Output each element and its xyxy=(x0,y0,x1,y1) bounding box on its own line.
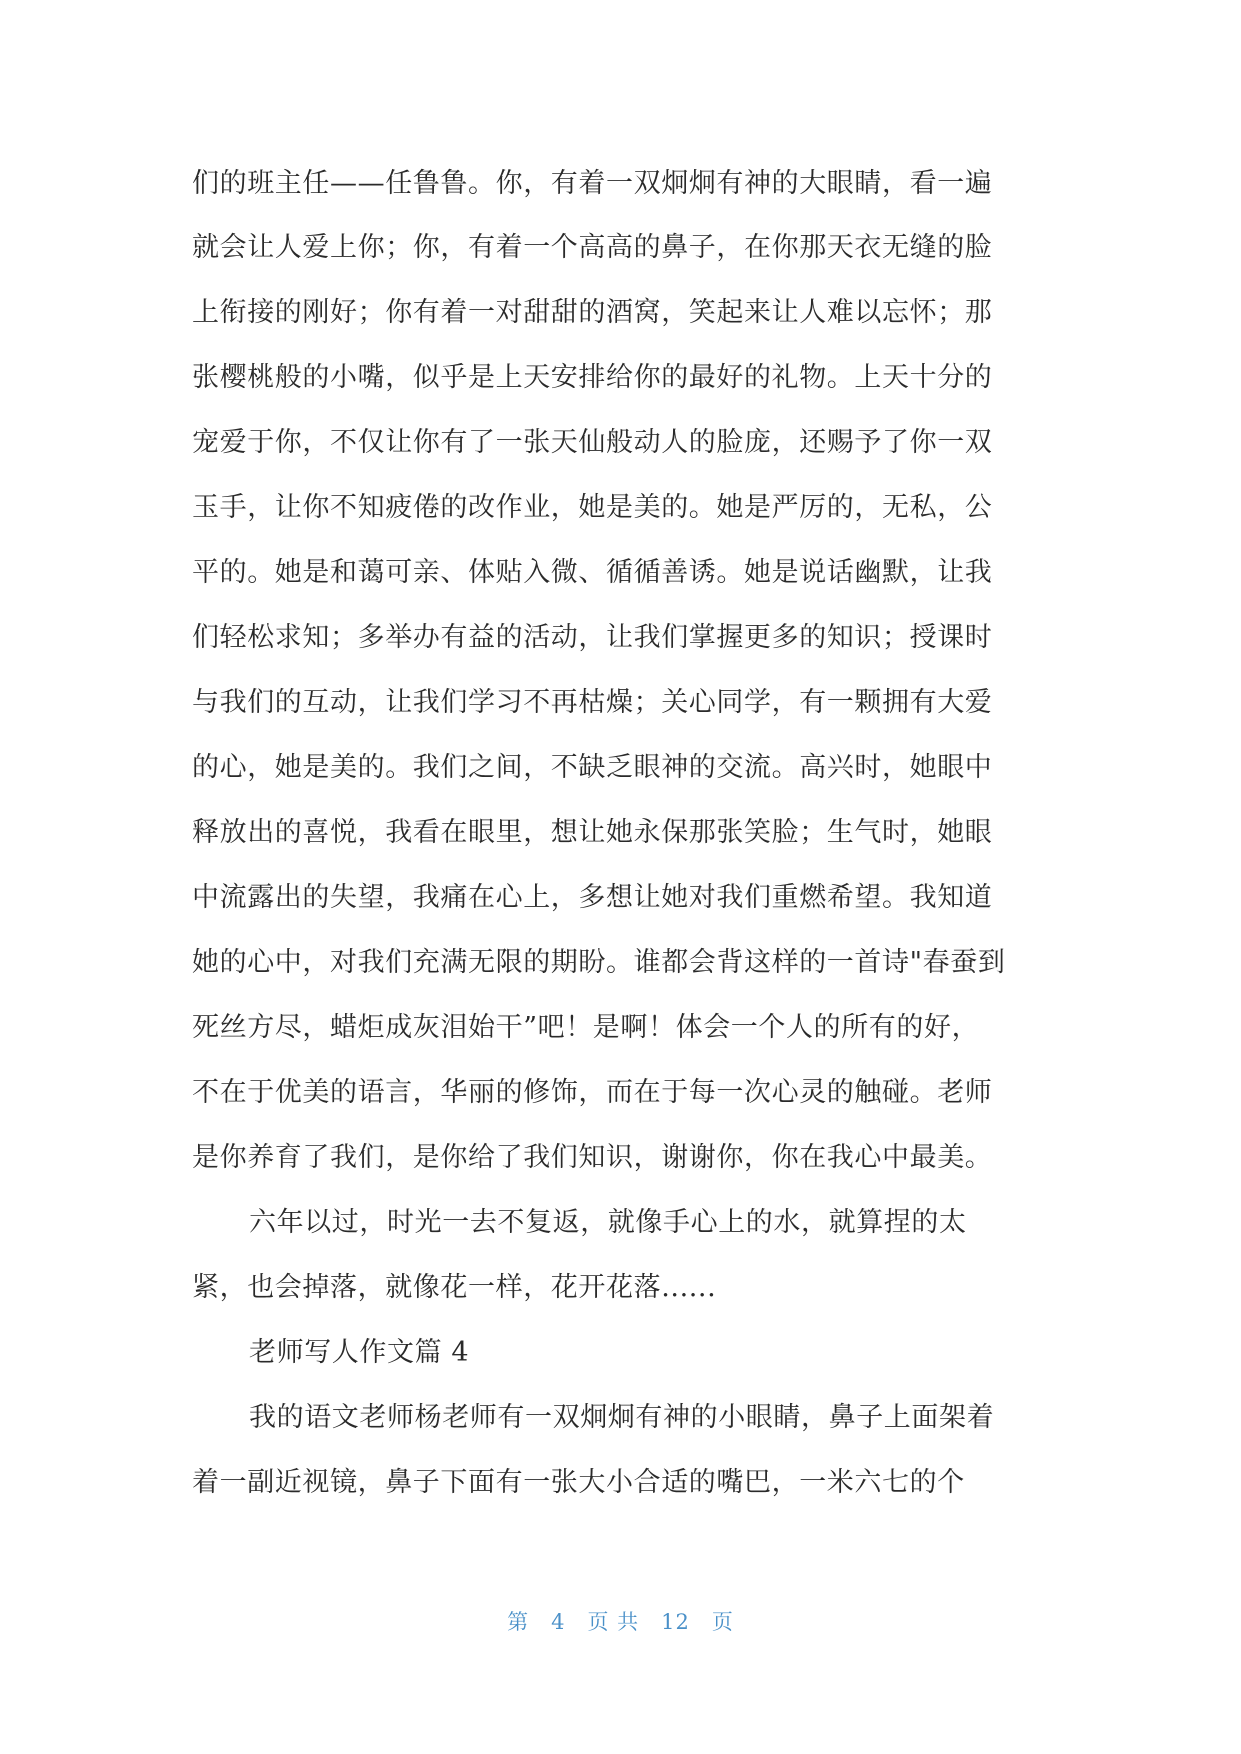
text-line: 就会让人爱上你；你，有着一个高高的鼻子，在你那天衣无缝的脸 xyxy=(192,232,993,263)
text-line: 玉手，让你不知疲倦的改作业，她是美的。她是严厉的，无私，公 xyxy=(192,492,993,523)
footer-middle: 页 共 xyxy=(587,1610,640,1634)
text-line: 与我们的互动，让我们学习不再枯燥；关心同学，有一颗拥有大爱 xyxy=(192,687,993,718)
text-line: 上衔接的刚好；你有着一对甜甜的酒窝，笑起来让人难以忘怀；那 xyxy=(192,297,993,328)
section-heading: 老师写人作文篇 4 xyxy=(249,1337,470,1368)
page-footer xyxy=(0,1606,1241,1636)
text-line: 张樱桃般的小嘴，似乎是上天安排给你的最好的礼物。上天十分的 xyxy=(192,362,993,393)
footer-prefix: 第 xyxy=(507,1610,530,1634)
text-line: 们的班主任——任鲁鲁。你，有着一双炯炯有神的大眼睛，看一遍 xyxy=(192,168,993,199)
text-line: 是你养育了我们，是你给了我们知识，谢谢你，你在我心中最美。 xyxy=(192,1142,993,1173)
text-line: 紧，也会掉落，就像花一样，花开花落...... xyxy=(192,1272,717,1303)
footer-suffix: 页 xyxy=(711,1610,734,1634)
text-line: 中流露出的失望，我痛在心上，多想让她对我们重燃希望。我知道 xyxy=(192,882,993,913)
current-page-number: 4 xyxy=(551,1610,566,1634)
text-line: 平的。她是和蔼可亲、体贴入微、循循善诱。她是说话幽默，让我 xyxy=(192,557,993,588)
paragraph-start-line: 我的语文老师杨老师有一双炯炯有神的小眼睛，鼻子上面架着 xyxy=(249,1402,995,1433)
text-line: 死丝方尽，蜡炬成灰泪始干”吧！是啊！体会一个人的所有的好， xyxy=(192,1012,980,1043)
text-line: 宠爱于你，不仅让你有了一张天仙般动人的脸庞，还赐予了你一双 xyxy=(192,427,993,458)
text-line: 释放出的喜悦，我看在眼里，想让她永保那张笑脸；生气时，她眼 xyxy=(192,817,993,848)
text-line: 们轻松求知；多举办有益的活动，让我们掌握更多的知识；授课时 xyxy=(192,622,993,653)
text-line: 的心，她是美的。我们之间，不缺乏眼神的交流。高兴时，她眼中 xyxy=(192,752,993,783)
total-page-count: 12 xyxy=(661,1610,690,1634)
paragraph-start-line: 六年以过，时光一去不复返，就像手心上的水，就算捏的太 xyxy=(249,1207,967,1238)
text-line: 着一副近视镜，鼻子下面有一张大小合适的嘴巴，一米六七的个 xyxy=(192,1467,965,1498)
text-line: 她的心中，对我们充满无限的期盼。谁都会背这样的一首诗"春蚕到 xyxy=(192,947,1006,978)
text-line: 不在于优美的语言，华丽的修饰，而在于每一次心灵的触碰。老师 xyxy=(192,1077,993,1108)
